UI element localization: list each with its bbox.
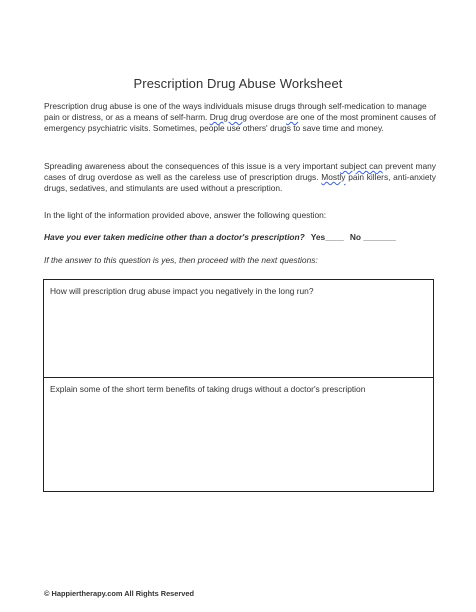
yes-answer-blank[interactable]: Yes____ <box>310 232 344 242</box>
intro-text: pain killers, anti-anxiety drugs, sedatives, and stimulants are used without a prescription. <box>44 172 436 193</box>
answer-box-1[interactable] <box>43 279 434 378</box>
instruction-text: If the answer to this question is yes, then proceed with the next questions: <box>44 255 318 265</box>
main-question-text: Have you ever taken medicine other than a doctor's prescription? <box>44 232 305 242</box>
answer-box-prompt: Explain some of the short term benefits of taking drugs without a doctor's prescription <box>50 384 366 394</box>
answer-box-2[interactable] <box>43 377 434 492</box>
intro-text: one of the most prominent causes of emergency psychiatric visits. Sometimes, people use others' drugs to save time and money. <box>44 112 436 133</box>
grammar-flag-text: are <box>286 112 299 122</box>
copyright-footer: © Happiertherapy.com All Rights Reserved <box>44 589 195 598</box>
intro-paragraph-2 <box>44 161 436 194</box>
no-answer-blank[interactable]: No _______ <box>349 232 396 242</box>
intro-text: Spreading awareness about the consequences of this issue is a very important <box>44 161 341 171</box>
intro-paragraph-3: In the light of the information provided above, answer the following question: <box>44 210 327 220</box>
intro-text: prevent many cases of drug overdose as well as the careless use of prescription drugs. <box>44 161 436 182</box>
intro-text: Prescription drug abuse is one of the ways individuals misuse drugs through self-medication to manage pain or distress, or as a means of self-harm. <box>44 101 427 122</box>
main-question <box>44 232 396 242</box>
grammar-flag-text: Mostly <box>321 172 346 182</box>
worksheet-title: Prescription Drug Abuse Worksheet <box>133 76 343 91</box>
intro-paragraph-1 <box>44 101 436 134</box>
grammar-flag-text: Drug drug <box>209 112 247 122</box>
intro-text: overdose <box>246 112 287 122</box>
answer-box-prompt: How will prescription drug abuse impact you negatively in the long run? <box>50 286 314 296</box>
grammar-flag-text: subject can <box>340 161 383 171</box>
